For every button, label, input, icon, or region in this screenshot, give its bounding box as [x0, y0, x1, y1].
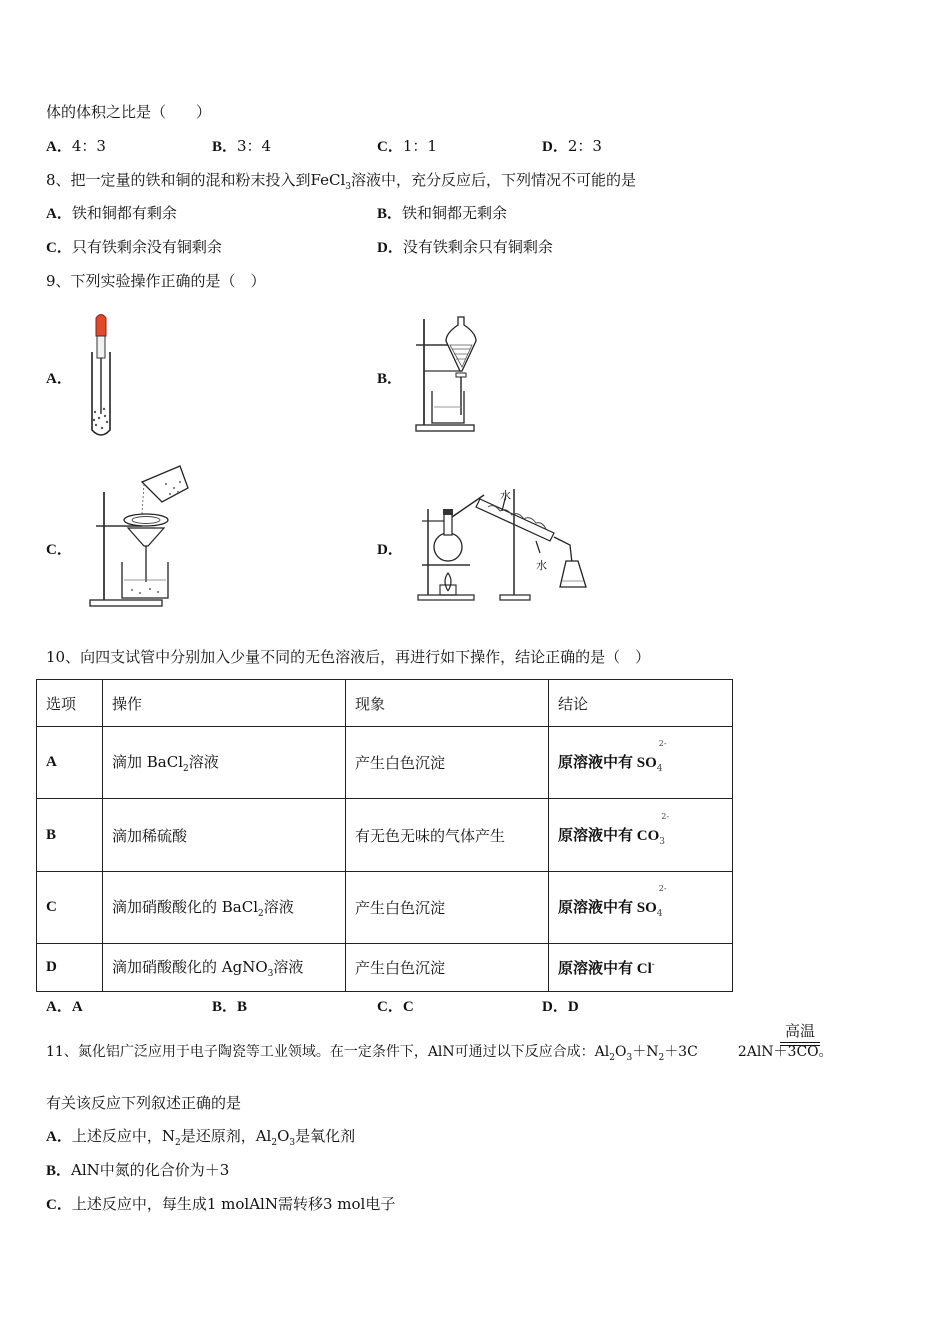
q10-option-d[interactable]: D．D — [542, 999, 579, 1015]
row-option: A — [37, 727, 103, 799]
separatory-funnel-figure — [412, 315, 482, 433]
row-option: D — [37, 944, 103, 992]
q8-option-c[interactable]: C．只有铁剩余没有铜剩余 — [46, 238, 222, 256]
header-phenomenon: 现象 — [346, 680, 549, 727]
row-phenomenon: 产生白色沉淀 — [346, 727, 549, 799]
q10-table — [36, 679, 733, 992]
q8-option-a[interactable]: A．铁和铜都有剩余 — [46, 204, 177, 222]
row-conclusion: 原溶液中有 CO 2- $_3$ — [549, 799, 733, 872]
q9-option-a[interactable]: A． — [46, 371, 72, 387]
q11-sub-stem: 有关该反应下列叙述正确的是 — [46, 1094, 242, 1112]
q10-stem: 10、向四支试管中分别加入少量不同的无色溶液后，再进行如下操作，结论正确的是（ ） — [46, 648, 651, 666]
row-operation: 滴加硝酸酸化的 BaCl$_2$溶液 — [103, 872, 346, 944]
q7-stem: 体的体积之比是（ ） — [46, 103, 212, 121]
evaporating-dish-pouring-figure — [84, 462, 190, 608]
q11-stem: 11、氮化铝广泛应用于电子陶瓷等工业领域。在一定条件下，AlN可通过以下反应合成：$Al_2O_3+N_2+3C$ 2AlN＋3CO。 — [46, 1044, 833, 1063]
q9-option-d[interactable]: D． — [377, 542, 403, 558]
condition-label: 高温 — [784, 1022, 815, 1040]
q7-option-a[interactable]: A．4：3 — [46, 137, 106, 155]
row-operation: 滴加 BaCl$_2$溶液 — [103, 727, 346, 799]
water-inlet-label: 水 — [500, 489, 511, 502]
equals-sign — [780, 1042, 820, 1046]
table-row — [37, 944, 733, 992]
q7-option-d[interactable]: D．2：3 — [542, 137, 602, 155]
q11-option-c[interactable]: C．上述反应中，每生成1 molAlN需转移3 mol电子 — [46, 1195, 396, 1213]
table-row — [37, 872, 733, 944]
q9-option-c[interactable]: C． — [46, 542, 72, 558]
reaction-condition — [780, 1022, 820, 1046]
q8-option-b[interactable]: B．铁和铜都无剩余 — [377, 204, 508, 222]
header-conclusion: 结论 — [549, 680, 733, 727]
q10-option-b[interactable]: B．B — [212, 999, 248, 1015]
row-operation: 滴加稀硫酸 — [103, 799, 346, 872]
row-phenomenon: 产生白色沉淀 — [346, 872, 549, 944]
table-row — [37, 727, 733, 799]
q9-option-b[interactable]: B． — [377, 371, 403, 387]
q8-option-d[interactable]: D．没有铁剩余只有铜剩余 — [377, 238, 553, 256]
header-operation: 操作 — [103, 680, 346, 727]
row-option: B — [37, 799, 103, 872]
q9-stem: 9、下列实验操作正确的是（ ） — [46, 272, 266, 290]
q7-option-b[interactable]: B．3：4 — [212, 137, 272, 155]
q11-option-a[interactable]: A．上述反应中，$N_2$是还原剂，$Al_2O_3$是氧化剂 — [46, 1127, 356, 1148]
dropper-test-tube-figure — [80, 312, 120, 440]
q8-stem: 8、把一定量的铁和铜的混和粉末投入到FeCl$_3$溶液中，充分反应后，下列情况不可能的是 — [46, 171, 637, 192]
q10-option-c[interactable]: C．C — [377, 999, 414, 1015]
water-outlet-label: 水 — [536, 559, 547, 572]
row-conclusion: 原溶液中有 Cl- — [549, 944, 733, 992]
q10-option-a[interactable]: A．A — [46, 999, 83, 1015]
row-option: C — [37, 872, 103, 944]
row-phenomenon: 有无色无味的气体产生 — [346, 799, 549, 872]
row-operation: 滴加硝酸酸化的 AgNO$_3$溶液 — [103, 944, 346, 992]
q11-option-b[interactable]: B．AlN中氮的化合价为＋3 — [46, 1161, 230, 1179]
distillation-apparatus-figure — [414, 485, 594, 603]
row-phenomenon: 产生白色沉淀 — [346, 944, 549, 992]
header-option: 选项 — [37, 680, 103, 727]
q7-option-c[interactable]: C．1：1 — [377, 137, 437, 155]
row-conclusion: 原溶液中有 SO 2- $_4$ — [549, 872, 733, 944]
table-header-row — [37, 680, 733, 727]
row-conclusion: 原溶液中有 SO 2- $_4$ — [549, 727, 733, 799]
table-row — [37, 799, 733, 872]
